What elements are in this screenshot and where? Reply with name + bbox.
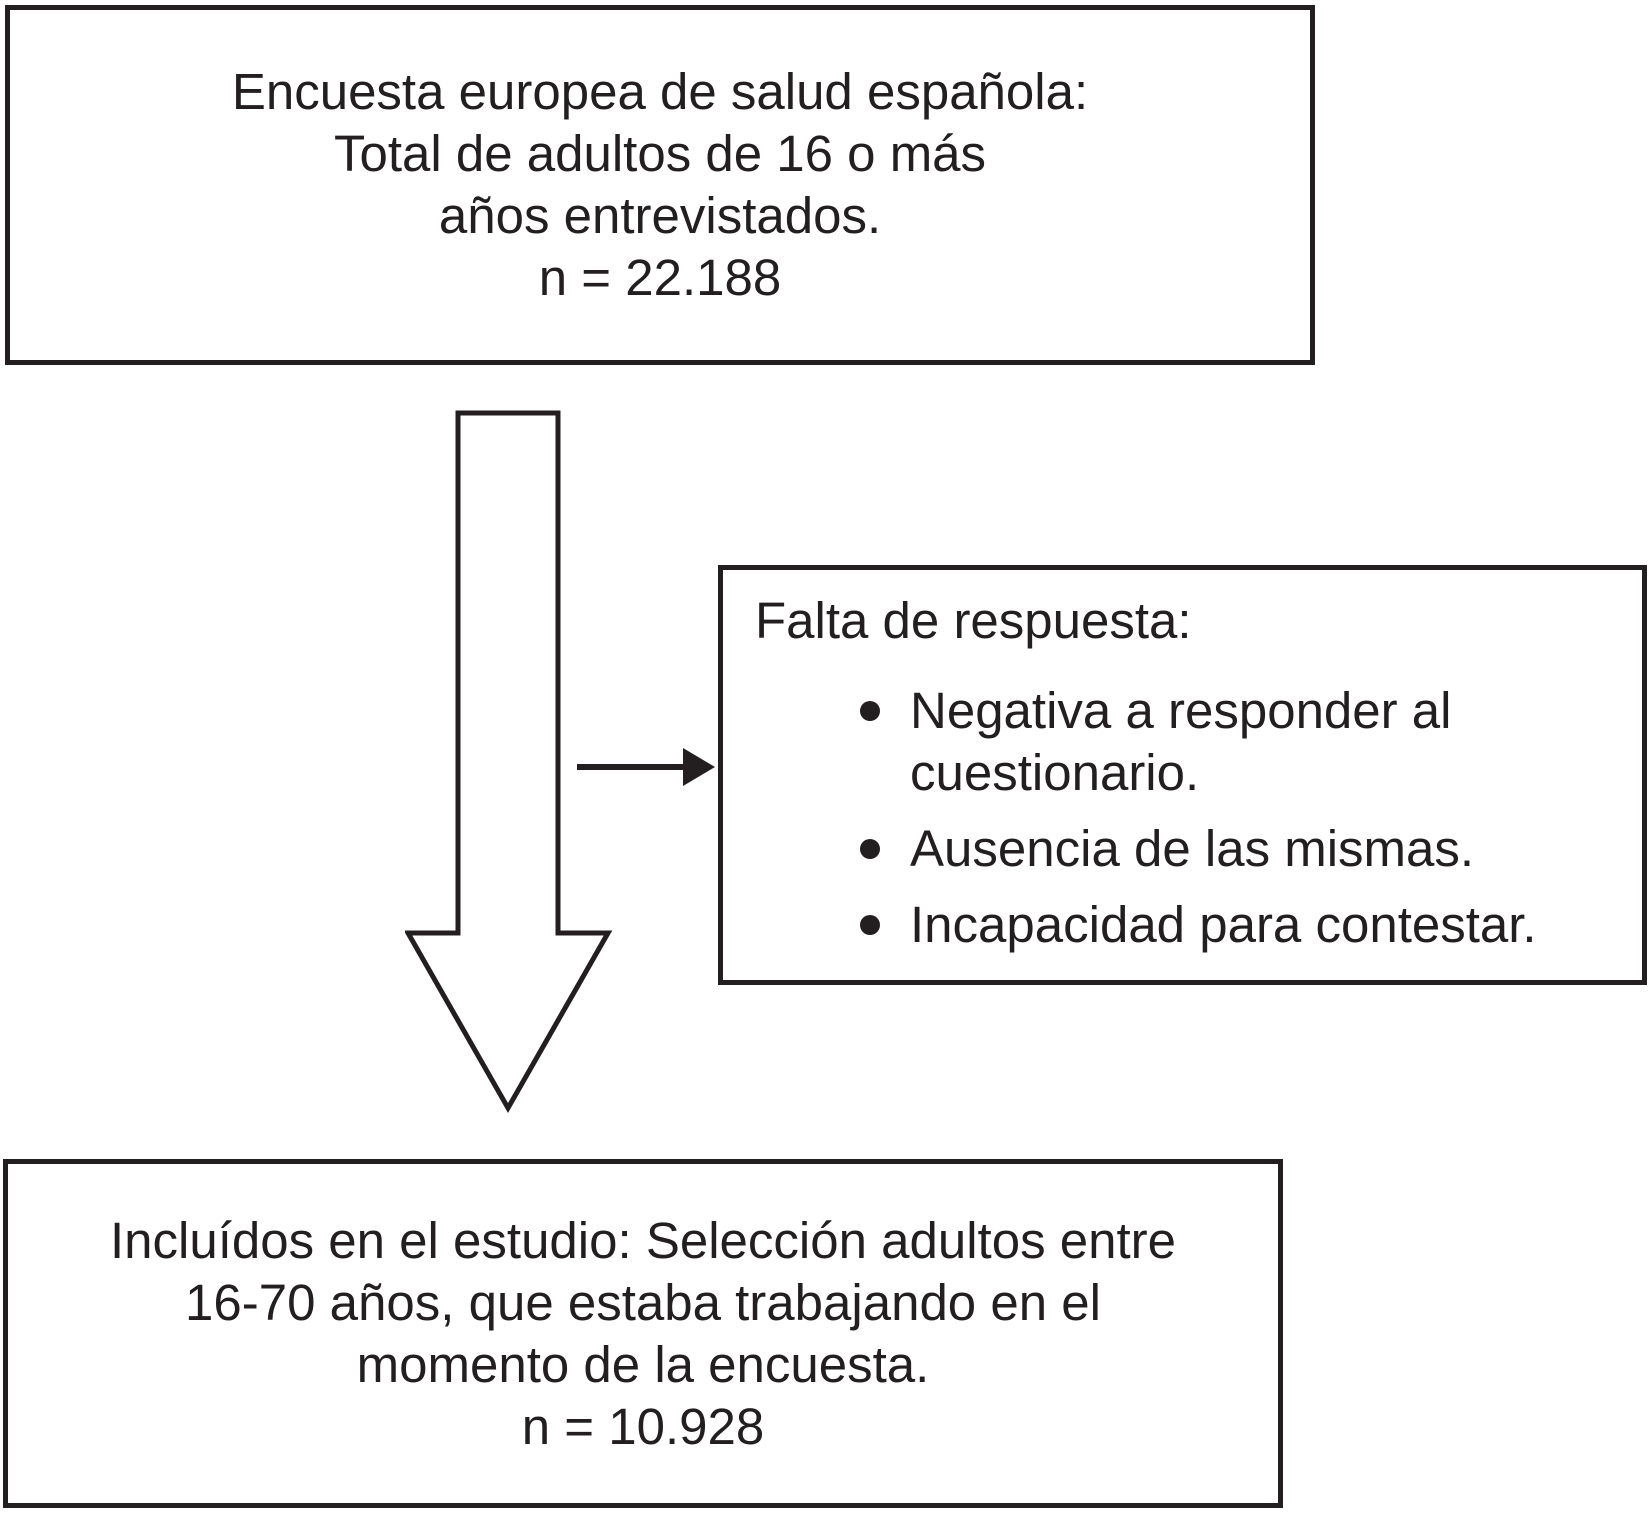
list-item — [860, 894, 1642, 956]
bullet-text: Incapacidad para contestar. — [910, 896, 1537, 953]
bullet-icon — [860, 701, 880, 721]
bottom-box-line-1: Incluídos en el estudio: Selección adultos entre — [109, 1211, 1177, 1269]
top-box-line-2: Total de adultos de 16 o más — [333, 125, 987, 182]
bottom-box-line-3: momento de la encuesta. — [356, 1335, 930, 1393]
top-box-line-3: años entrevistados. — [438, 187, 882, 244]
bottom-box — [3, 1159, 1283, 1508]
top-box-line-1: Encuesta europea de salud española: — [231, 63, 1089, 120]
side-box-bullet-list — [860, 680, 1642, 956]
list-item — [860, 818, 1642, 880]
top-box — [5, 5, 1315, 365]
bullet-text: Ausencia de las mismas. — [910, 820, 1475, 877]
list-item — [860, 680, 1642, 804]
side-box-title: Falta de respuesta: — [755, 592, 1192, 649]
bullet-icon — [860, 915, 880, 935]
bullet-icon — [860, 839, 880, 859]
bottom-box-line-2: 16-70 años, que estaba trabajando en el — [185, 1273, 1101, 1331]
bullet-text: Negativa a responder al cuestionario. — [910, 682, 1452, 801]
top-box-n-value: n = 22.188 — [538, 249, 782, 306]
right-arrow-icon — [565, 740, 720, 795]
side-box — [718, 565, 1647, 985]
bottom-box-n-value: n = 10.928 — [521, 1397, 765, 1455]
